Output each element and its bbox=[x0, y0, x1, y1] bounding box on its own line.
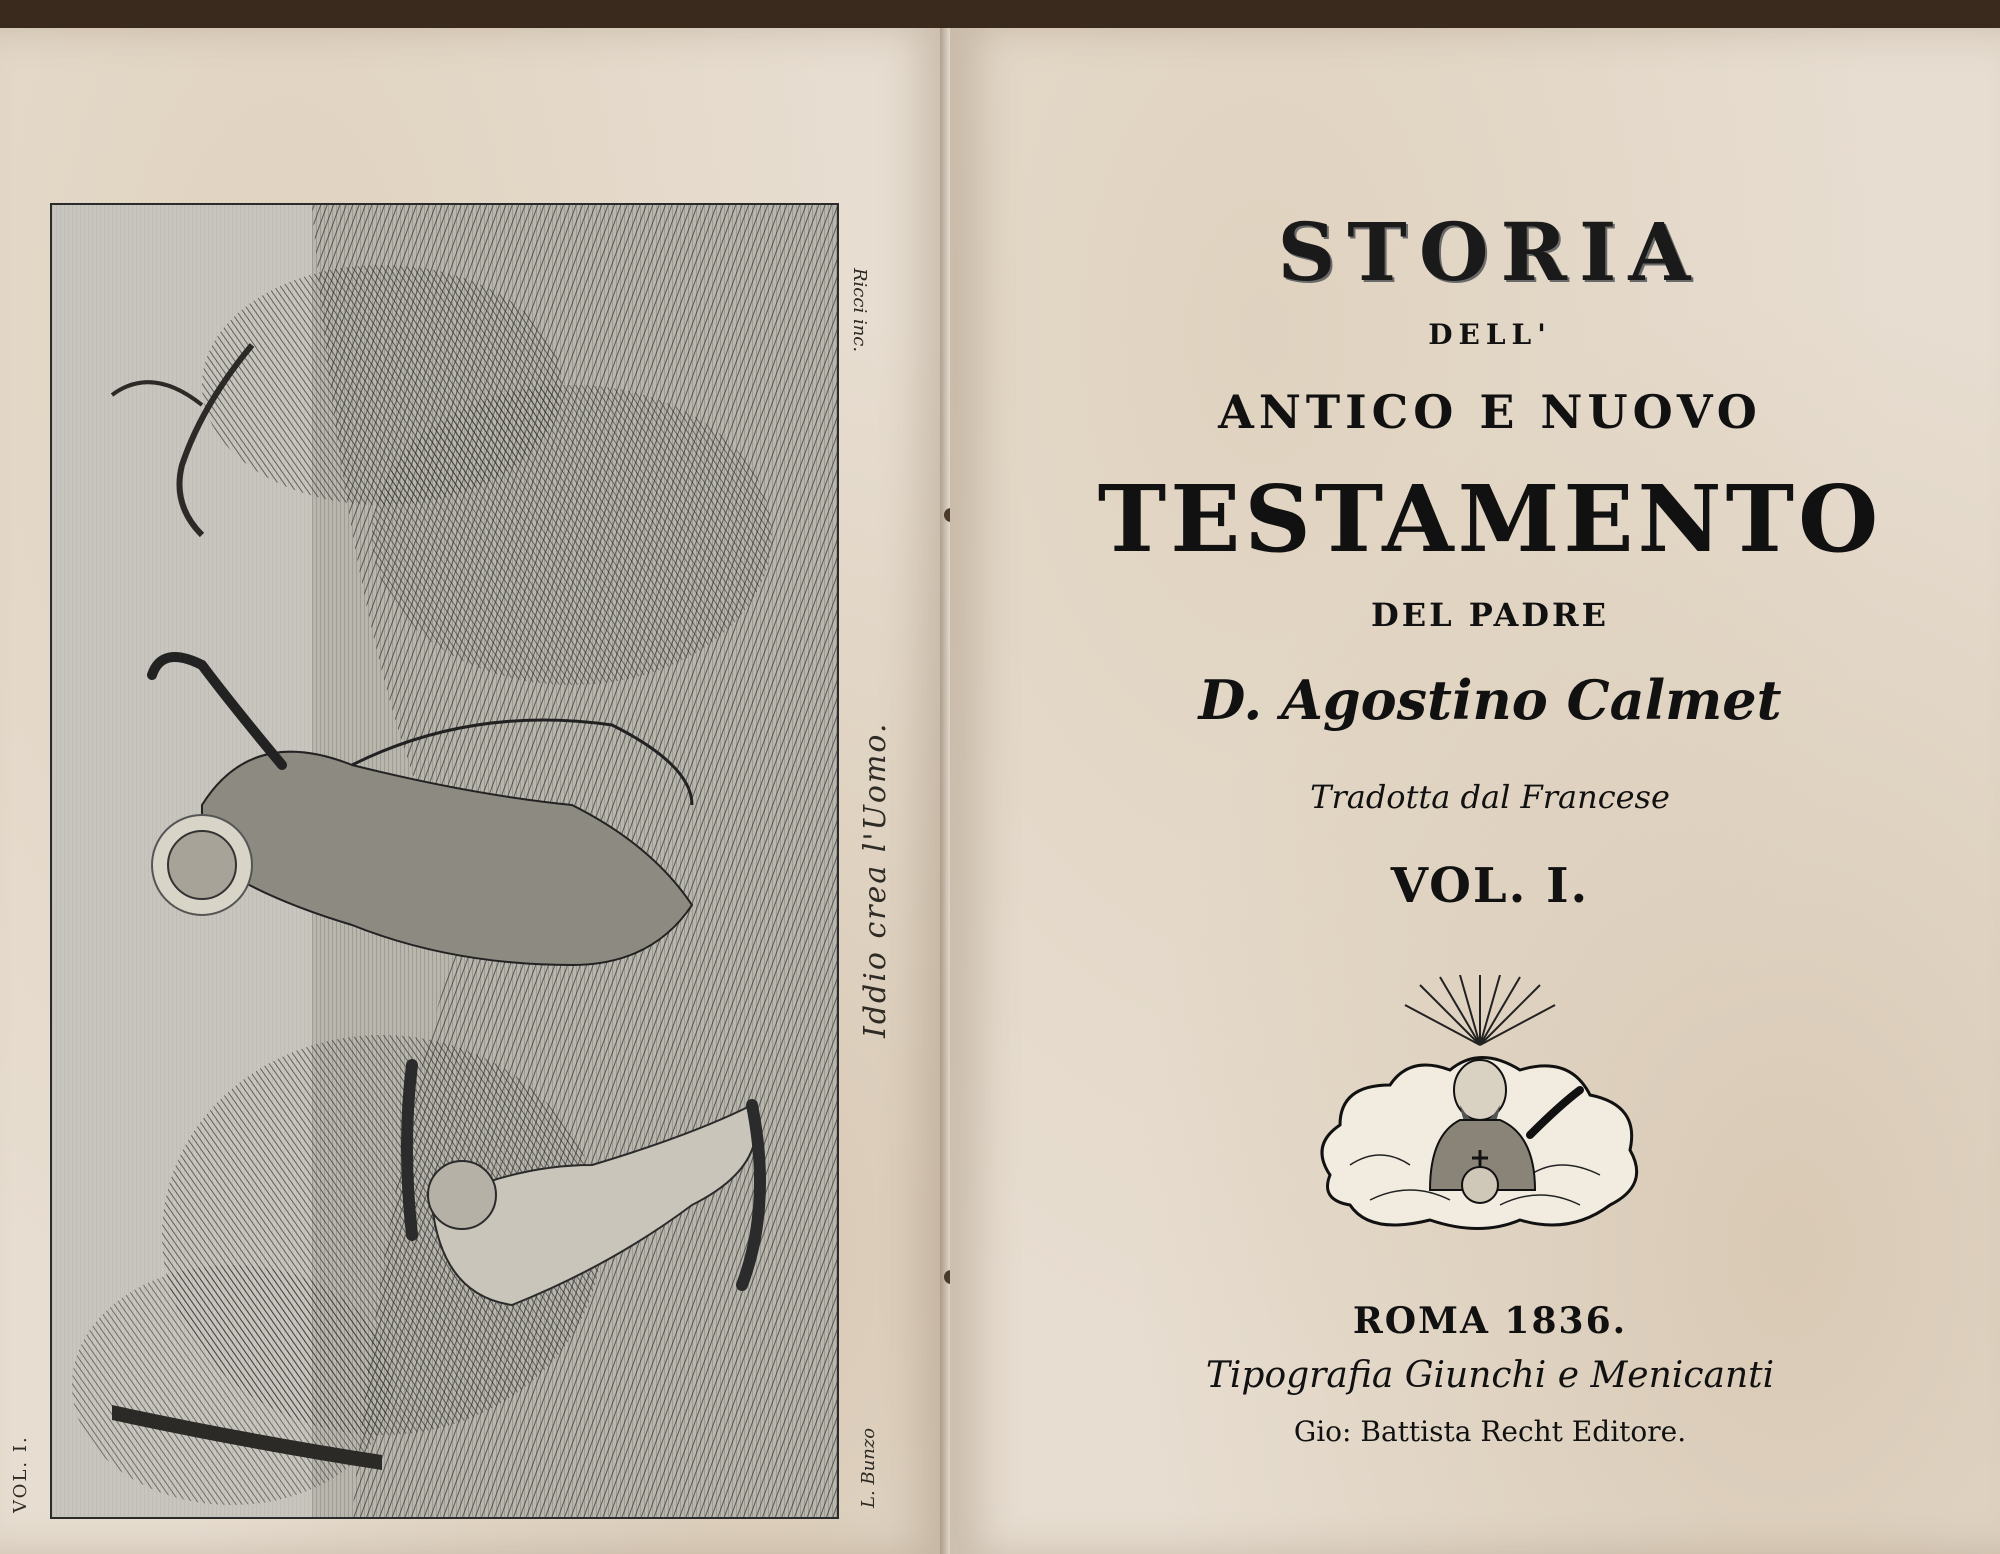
title-antico-e-nuovo: ANTICO E NUOVO bbox=[1218, 385, 1762, 439]
imprint-printer: Tipografia Giunchi e Menicanti bbox=[1205, 1355, 1775, 1396]
left-page-frontispiece bbox=[0, 28, 950, 1554]
title-storia: STORIA bbox=[1277, 205, 1703, 299]
engraver-credit: Ricci inc. bbox=[849, 268, 870, 353]
artist-credit: L. Bunzo bbox=[858, 1427, 879, 1508]
frontispiece-volume-mark: VOL. I. bbox=[10, 1435, 31, 1513]
imprint-place-year: ROMA 1836. bbox=[1352, 1300, 1628, 1342]
title-testamento: TESTAMENTO bbox=[1097, 465, 1883, 573]
god-the-father-vignette bbox=[1310, 975, 1650, 1235]
frontispiece-caption: Iddio crea l'Uomo. bbox=[858, 721, 893, 1038]
frontispiece-engraving bbox=[50, 203, 839, 1519]
title-dell: DELL' bbox=[1428, 318, 1552, 351]
title-del-padre: DEL PADRE bbox=[1370, 596, 1610, 634]
author-name: D. Agostino Calmet bbox=[1198, 668, 1782, 732]
translation-note: Tradotta dal Francese bbox=[1310, 778, 1670, 816]
imprint-editor: Gio: Battista Recht Editore. bbox=[1293, 1415, 1687, 1448]
volume-number: VOL. I. bbox=[1390, 858, 1590, 914]
engraving-illustration bbox=[52, 205, 837, 1517]
